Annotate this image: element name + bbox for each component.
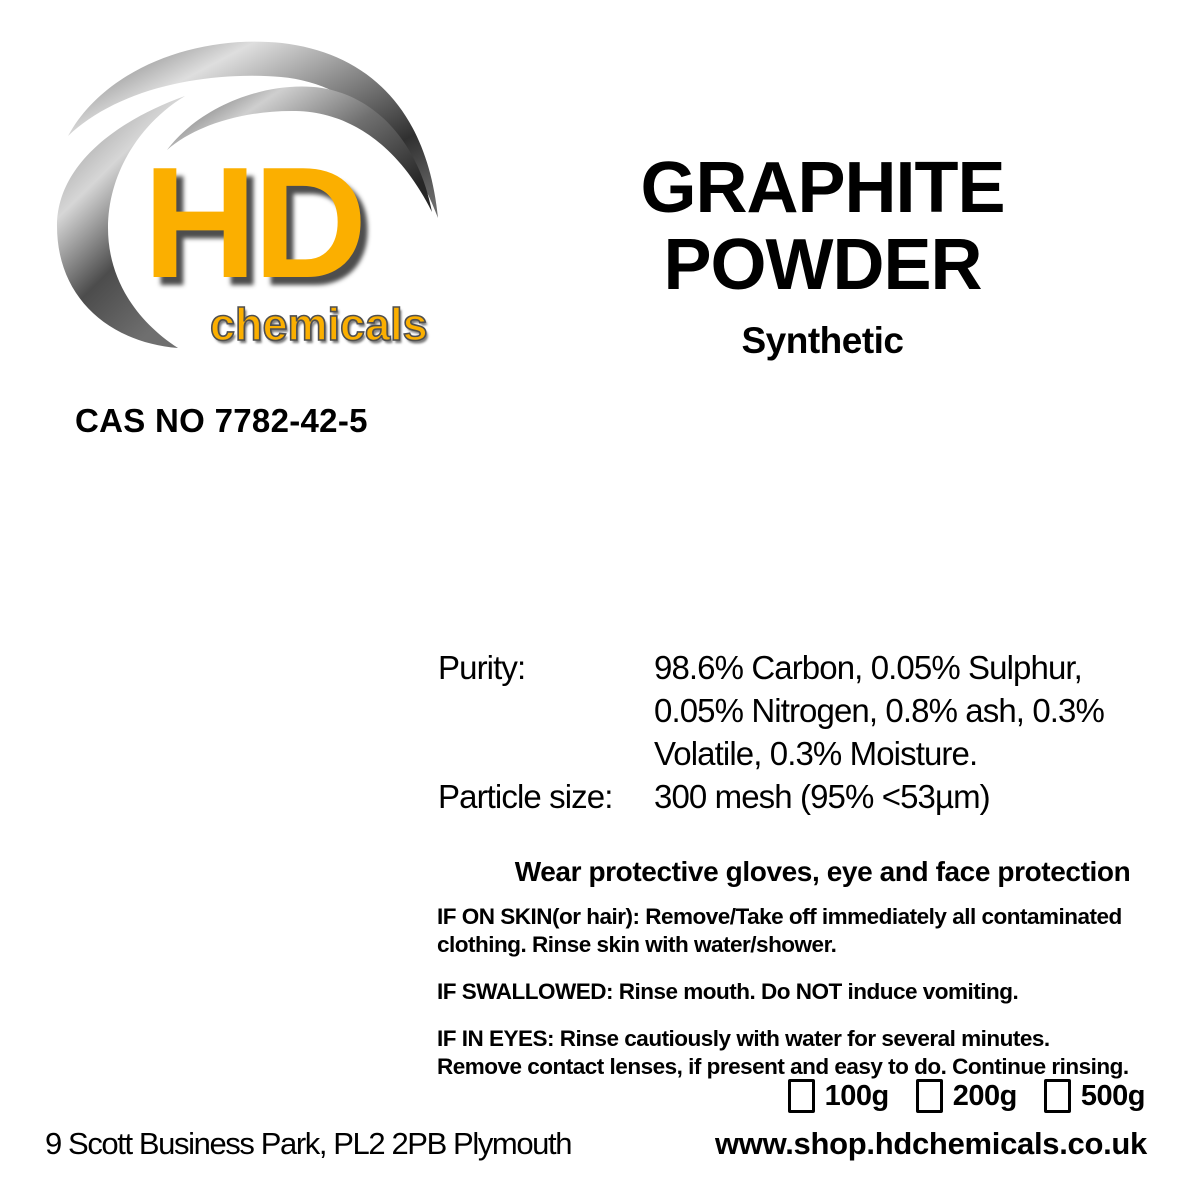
particle-size-row [438,775,1178,818]
logo-hd-text: HD [143,135,364,311]
if-swallowed-warning [437,978,1182,1006]
product-title-line1: GRAPHITE [640,148,1005,228]
size-option-500g[interactable] [1044,1079,1145,1113]
size-label-100g: 100g [824,1079,889,1112]
particle-size-value: 300 mesh (95% <53µm) [654,778,990,815]
product-title-line2: POWDER [663,225,982,305]
if-on-skin-line2: clothing. Rinse skin with water/shower. [437,931,837,957]
purity-value [654,646,1104,775]
purity-row [438,646,1178,775]
address: 9 Scott Business Park, PL2 2PB Plymouth [45,1126,572,1161]
size-checkbox-100g[interactable] [788,1079,815,1113]
particle-size-label: Particle size: [438,778,613,815]
if-on-skin-warning [437,903,1182,958]
if-on-skin-line1: IF ON SKIN(or hair): Remove/Take off immediately all contaminated [437,904,1122,929]
if-in-eyes-line2: Remove contact lenses, if present and easy to do. Continue rinsing. [437,1053,1129,1079]
purity-label: Purity: [438,649,526,686]
website: www.shop.hdchemicals.co.uk [714,1126,1147,1161]
size-label-200g: 200g [952,1079,1017,1112]
purity-value-line3: Volatile, 0.3% Moisture. [654,735,978,772]
logo-chemicals-text: chemicals [210,299,428,350]
product-title [435,150,1200,304]
size-checkbox-200g[interactable] [916,1079,943,1113]
specifications-block [438,646,1178,818]
if-swallowed-line1: IF SWALLOWED: Rinse mouth. Do NOT induce vomiting. [437,979,1019,1004]
purity-value-line1: 98.6% Carbon, 0.05% Sulphur, [654,649,1082,686]
size-label-500g: 500g [1080,1079,1145,1112]
purity-value-line2: 0.05% Nitrogen, 0.8% ash, 0.3% [654,692,1104,729]
size-checkbox-500g[interactable] [1044,1079,1071,1113]
size-options [788,1079,1145,1113]
product-subtitle: Synthetic [741,320,904,361]
hd-chemicals-logo [55,26,465,386]
if-in-eyes-warning [437,1025,1182,1080]
if-in-eyes-line1: IF IN EYES: Rinse cautiously with water for several minutes. [437,1026,1050,1051]
ppe-warning: Wear protective gloves, eye and face protection [514,856,1131,887]
cas-number: CAS NO 7782-42-5 [75,402,368,439]
size-option-100g[interactable] [788,1079,889,1113]
size-option-200g[interactable] [916,1079,1017,1113]
